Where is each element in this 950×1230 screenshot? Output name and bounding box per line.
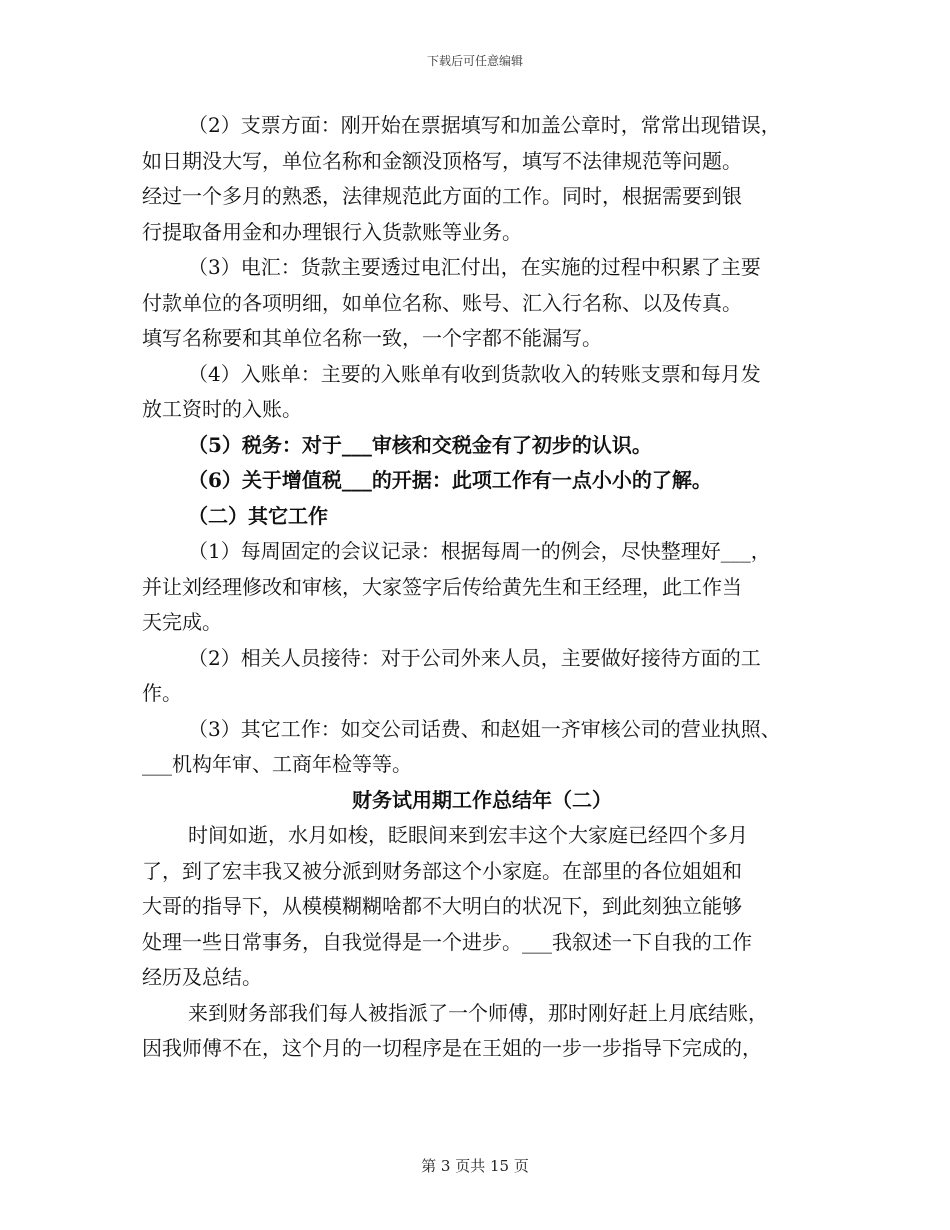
paragraph-line: 时间如逝，水月如梭，眨眼间来到宏丰这个大家庭已经四个多月 (188, 823, 748, 847)
paragraph-line: ___机构年审、工商年检等等。 (142, 752, 412, 776)
paragraph-line: （1）每周固定的会议记录：根据每周一的例会，尽快整理好___， (188, 539, 771, 563)
section-heading-other-work: （二）其它工作 (188, 503, 328, 528)
paragraph-line: 了，到了宏丰我又被分派到财务部这个小家庭。在部里的各位姐姐和 (142, 858, 742, 883)
paragraph-line: 处理一些日常事务，自我觉得是一个进步。___我叙述一下自我的工作 (142, 929, 752, 954)
paragraph-line: 付款单位的各项明细，如单位名称、账号、汇入行名称、以及传真。 (142, 290, 742, 315)
header-note: 下载后可任意编辑 (426, 54, 523, 68)
paragraph-line: 如日期没大写，单位名称和金额没顶格写，填写不法律规范等问题。 (142, 148, 742, 173)
page-number: 第 3 页共 15 页 (421, 1157, 529, 1175)
paragraph-line: 来到财务部我们每人被指派了一个师傅，那时刚好赶上月底结账， (188, 1000, 768, 1025)
bold-item-vat: （6）关于增值税___的开据：此项工作有一点小小的了解。 (188, 468, 712, 492)
paragraph-line: （3）其它工作：如交公司话费、和赵姐一齐审核公司的营业执照、 (188, 716, 781, 741)
paragraph-line: （2）相关人员接待：对于公司外来人员，主要做好接待方面的工 (188, 645, 761, 670)
paragraph-line: 天完成。 (142, 610, 222, 634)
paragraph-line: 大哥的指导下，从模模糊糊啥都不大明白的状况下，到此刻独立能够 (142, 894, 742, 918)
paragraph-line: 经历及总结。 (142, 965, 262, 989)
bold-item-tax: （5）税务：对于___审核和交税金有了初步的认识。 (188, 432, 652, 457)
paragraph-line: 作。 (142, 681, 182, 705)
paragraph-line: 并让刘经理修改和审核，大家签字后传给黄先生和王经理，此工作当 (142, 574, 742, 599)
document-body (142, 108, 822, 1067)
section-title: 财务试用期工作总结年（二） (352, 787, 612, 812)
paragraph-line: 放工资时的入账。 (142, 397, 302, 421)
paragraph-line: （3）电汇：货款主要透过电汇付出，在实施的过程中积累了主要 (188, 255, 761, 279)
paragraph-line: （2）支票方面：刚开始在票据填写和加盖公章时，常常出现错误， (188, 113, 781, 137)
paragraph-line: 经过一个多月的熟悉，法律规范此方面的工作。同时，根据需要到银 (142, 184, 742, 208)
paragraph-line: （4）入账单：主要的入账单有收到货款收入的转账支票和每月发 (188, 361, 761, 386)
paragraph-line: 填写名称要和其单位名称一致，一个字都不能漏写。 (142, 326, 602, 350)
paragraph-line: 行提取备用金和办理银行入货款账等业务。 (142, 219, 522, 244)
paragraph-line: 因我师傅不在，这个月的一切程序是在王姐的一步一步指导下完成的， (142, 1036, 762, 1060)
